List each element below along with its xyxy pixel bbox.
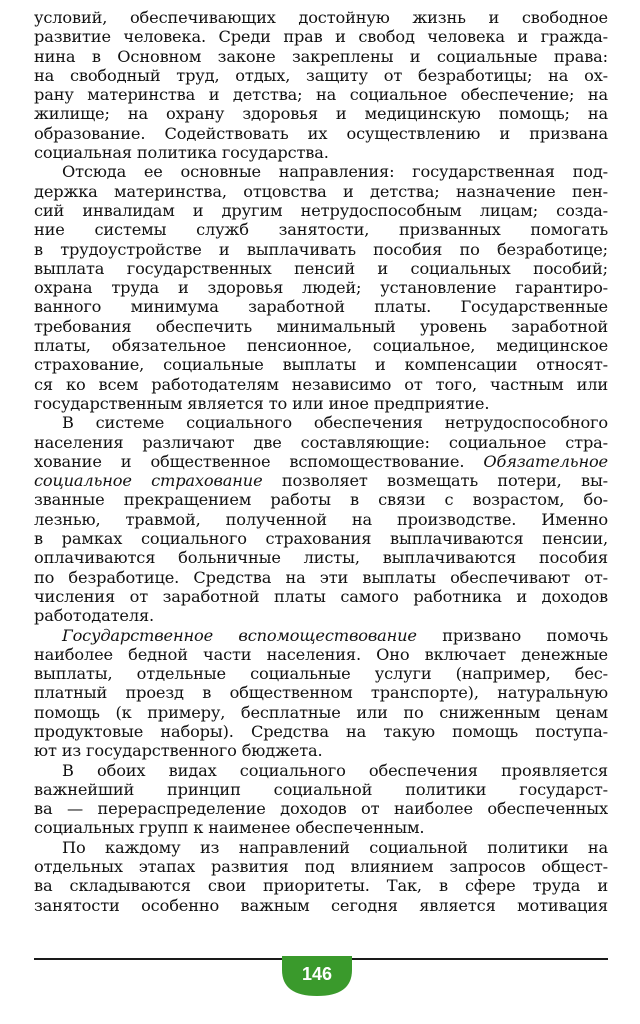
text-line: помощь (к примеру, бесплатные или по сниженным ценам xyxy=(34,702,608,722)
text-line: ние системы служб занятости, призванных помогать xyxy=(34,220,608,240)
text-line: в трудоустройстве и выплачивать пособия по безработице; xyxy=(34,239,608,259)
paragraph-2 xyxy=(34,162,608,413)
italic-term: Государственное вспомоществование xyxy=(62,625,417,645)
paragraph-4 xyxy=(34,626,608,761)
text-line: оплачиваются больничные листы, выплачиваются пособия xyxy=(34,548,608,568)
text-line: рану материнства и детства; на социальное обеспечение; на xyxy=(34,85,608,105)
text-line: государственным является то или иное предприятие. xyxy=(34,393,490,413)
text-line: занятости особенно важным сегодня является мотивация xyxy=(34,895,608,915)
text-line: выплаты, отдельные социальные услуги (например, бес- xyxy=(34,664,608,684)
text-fragment: позволяет возмещать потери, вы- xyxy=(262,471,608,491)
text-line: развитие человека. Среди прав и свобод человека и гражда- xyxy=(34,27,608,47)
text-line: требования обеспечить минимальный уровень заработной xyxy=(34,316,608,336)
text-line: наиболее бедной части населения. Оно включает денежные xyxy=(34,644,608,664)
text-line: в рамках социального страхования выплачиваются пенсии, xyxy=(34,529,608,549)
text-line: важнейший принцип социальной политики государст- xyxy=(34,779,608,799)
text-line: населения различают две составляющие: социальное стра- xyxy=(34,432,608,452)
paragraph-3 xyxy=(34,413,608,625)
text-line: образование. Содействовать их осуществлению и призвана xyxy=(34,123,608,143)
text-line xyxy=(34,471,608,490)
paragraph-5 xyxy=(34,761,608,838)
text-line: ся ко всем работодателям независимо от того, частным или xyxy=(34,374,608,394)
text-line xyxy=(34,452,608,471)
page-body xyxy=(34,8,608,915)
text-fragment: хование и общественное вспомоществование. xyxy=(34,451,465,471)
paragraph-1 xyxy=(34,8,608,162)
paragraph-6 xyxy=(34,838,608,915)
text-line: условий, обеспечивающих достойную жизнь и свободное xyxy=(34,8,608,27)
text-line: держка материнства, отцовства и детства; назначение пен- xyxy=(34,181,608,201)
text-line: лезнью, травмой, полученной на производстве. Именно xyxy=(34,509,608,529)
text-line: социальных групп к наименее обеспеченным. xyxy=(34,818,425,838)
text-line: по безработице. Средства на эти выплаты обеспечивают от- xyxy=(34,567,608,587)
text-line: ют из государственного бюджета. xyxy=(34,741,323,761)
italic-term: Обязательное xyxy=(483,451,608,471)
text-line: платы, обязательное пенсионное, социальное, медицинское xyxy=(34,336,608,356)
text-line: на свободный труд, отдых, защиту от безработицы; на ох- xyxy=(34,65,608,85)
italic-term: социальное страхование xyxy=(34,471,263,491)
text-line: выплата государственных пенсий и социальных пособий; xyxy=(34,258,608,278)
text-line: По каждому из направлений социальной политики на xyxy=(62,837,608,857)
text-line: ва складываются свои приоритеты. Так, в сфере труда и xyxy=(34,876,608,896)
text-line: охрана труда и здоровья людей; установление гарантиро- xyxy=(34,278,608,298)
text-line: ванного минимума заработной платы. Государственные xyxy=(34,297,608,317)
text-line: жилище; на охрану здоровья и медицинскую помощь; на xyxy=(34,104,608,124)
text-line: званные прекращением работы в связи с возрастом, бо- xyxy=(34,490,608,510)
page-number-badge xyxy=(282,956,352,996)
text-line: платный проезд в общественном транспорте), натуральную xyxy=(34,683,608,703)
text-line: ва — перераспределение доходов от наиболее обеспеченных xyxy=(34,799,608,819)
text-fragment: призвано помочь xyxy=(416,625,608,645)
text-line: нина в Основном законе закреплены и социальные права: xyxy=(34,46,608,66)
text-line: числения от заработной платы самого работника и доходов xyxy=(34,586,608,606)
page-number: 146 xyxy=(301,964,333,984)
text-line: социальная политика государства. xyxy=(34,143,329,163)
text-line: отдельных этапах развития под влиянием запросов общест- xyxy=(34,857,608,877)
text-line: продуктовые наборы). Средства на такую помощь поступа- xyxy=(34,721,608,741)
text-line: страхование, социальные выплаты и компенсации относят- xyxy=(34,355,608,375)
text-line: работодателя. xyxy=(34,606,155,626)
text-line: Отсюда ее основные направления: государственная под- xyxy=(62,162,608,182)
text-line: В обоих видах социального обеспечения проявляется xyxy=(62,760,608,780)
text-line: сий инвалидам и другим нетрудоспособным лицам; созда- xyxy=(34,200,608,220)
text-line: В системе социального обеспечения нетрудоспособного xyxy=(62,413,608,433)
text-line xyxy=(34,626,608,645)
